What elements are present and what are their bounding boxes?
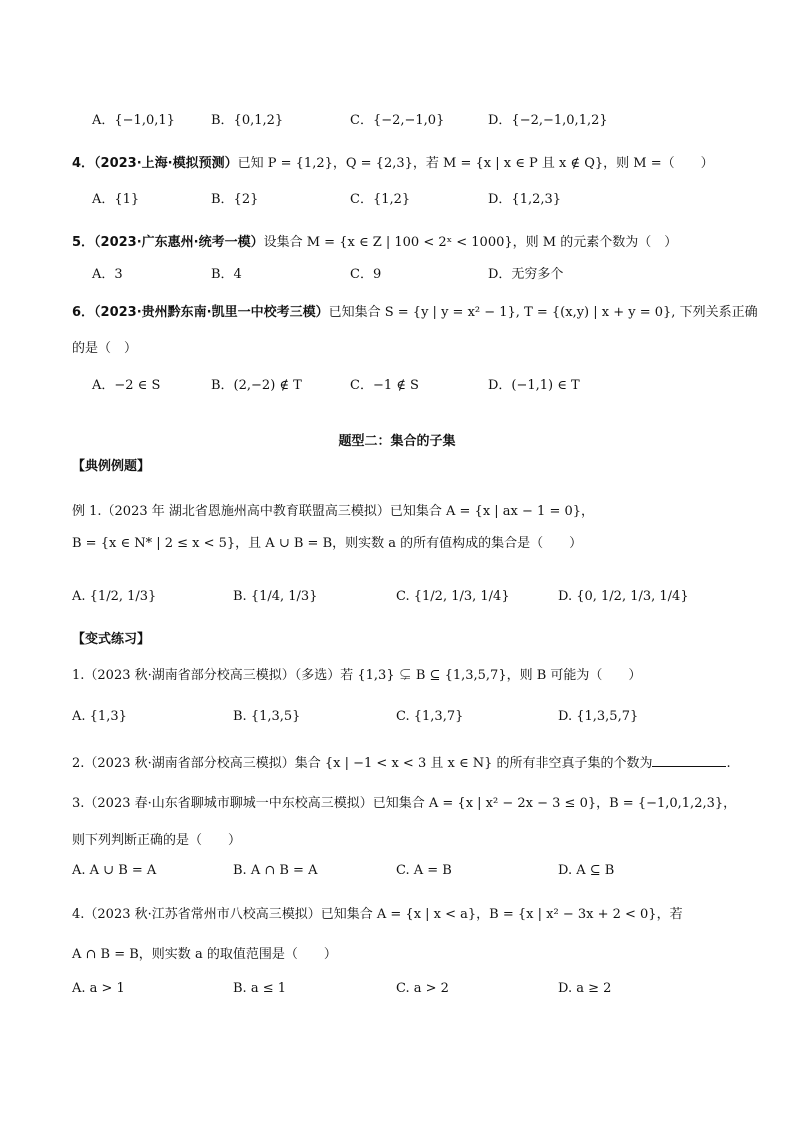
p3-option-d: D. A ⊆ B [558,863,615,878]
practice-4-line2: A ∩ B = B，则实数 a 的取值范围是（ ） [72,947,337,962]
p4-option-b: B. a ≤ 1 [233,981,286,996]
p1-option-c: C. {1,3,7} [396,709,464,724]
practice-3-line2: 则下列判断正确的是（ ） [72,833,242,848]
q6-option-d: D．(−1,1) ∈ T [488,378,580,393]
q5-option-c: C．9 [350,267,382,282]
q4-option-c: C．{1,2} [350,192,411,207]
p3-option-b: B. A ∩ B = A [233,863,318,878]
practice-1: 1.（2023 秋·湖南省部分校高三模拟）（多选）若 {1,3} ⊊ B ⊆ {1,3,5,7}，则 B 可能为（ ） [72,668,642,683]
q6-option-b: B．(2,−2) ∉ T [211,378,302,393]
q5-option-d: D．无穷多个 [488,267,564,282]
p4-option-a: A. a > 1 [72,981,125,996]
practice-4-line1: 4.（2023 秋·江苏省常州市八校高三模拟）已知集合 A = {x | x < a}，B = {x | x² − 3x + 2 < 0}，若 [72,907,683,922]
example-heading: 【典例例题】 [72,459,151,474]
question-4: 4．（2023·上海·模拟预测）已知 P = {1,2}，Q = {2,3}，若 M = {x | x ∈ P 且 x ∉ Q}，则 M =（ ） [72,156,714,171]
p1-option-b: B. {1,3,5} [233,709,301,724]
option-b: B．{0,1,2} [211,113,284,128]
practice-2: 2.（2023 秋·湖南省部分校高三模拟）集合 {x | −1 < x < 3 且 x ∈ N} 的所有非空真子集的个数为 . [72,756,731,771]
q6-option-a: A．−2 ∈ S [92,378,161,393]
example-1-option-a: A. {1/2, 1/3} [72,589,157,604]
p3-option-a: A. A ∪ B = A [72,863,157,878]
practice-3-line1: 3.（2023 春·山东省聊城市聊城一中东校高三模拟）已知集合 A = {x | x² − 2x − 3 ≤ 0}，B = {−1,0,1,2,3}， [72,796,737,811]
p4-option-c: C. a > 2 [396,981,449,996]
q5-option-a: A．3 [92,267,123,282]
p1-option-d: D. {1,3,5,7} [558,709,639,724]
question-6-cont: 的是（ ） [72,341,138,356]
q6-option-c: C．−1 ∉ S [350,378,419,393]
example-1-option-d: D. {0, 1/2, 1/3, 1/4} [558,589,689,604]
question-5: 5．（2023·广东惠州·统考一模）设集合 M = {x ∈ Z | 100 < 2ˣ < 1000}，则 M 的元素个数为（ ） [72,235,678,250]
example-1-line2: B = {x ∈ N* | 2 ≤ x < 5}，且 A ∪ B = B，则实数 a 的所有值构成的集合是（ ） [72,536,583,551]
p4-option-d: D. a ≥ 2 [558,981,612,996]
q4-option-a: A．{1} [92,192,140,207]
option-a: A．{−1,0,1} [92,113,175,128]
q4-option-d: D．{1,2,3} [488,192,562,207]
q5-option-b: B．4 [211,267,242,282]
example-1-line1: 例 1.（2023 年 湖北省恩施州高中教育联盟高三模拟）已知集合 A = {x | ax − 1 = 0}， [72,504,595,519]
p1-option-a: A. {1,3} [72,709,127,724]
practice-heading: 【变式练习】 [72,632,151,647]
option-d: D．{−2,−1,0,1,2} [488,113,608,128]
p3-option-c: C. A = B [396,863,452,878]
section-title: 题型二：集合的子集 [338,434,456,449]
answer-blank[interactable] [652,754,726,767]
q4-option-b: B．{2} [211,192,259,207]
example-1-option-b: B. {1/4, 1/3} [233,589,318,604]
question-6: 6．（2023·贵州黔东南·凯里一中校考三模）已知集合 S = {y | y = x² − 1}, T = {(x,y) | x + y = 0}, 下列关系正确 [72,305,758,320]
example-1-option-c: C. {1/2, 1/3, 1/4} [396,589,510,604]
option-c: C．{−2,−1,0} [350,113,445,128]
